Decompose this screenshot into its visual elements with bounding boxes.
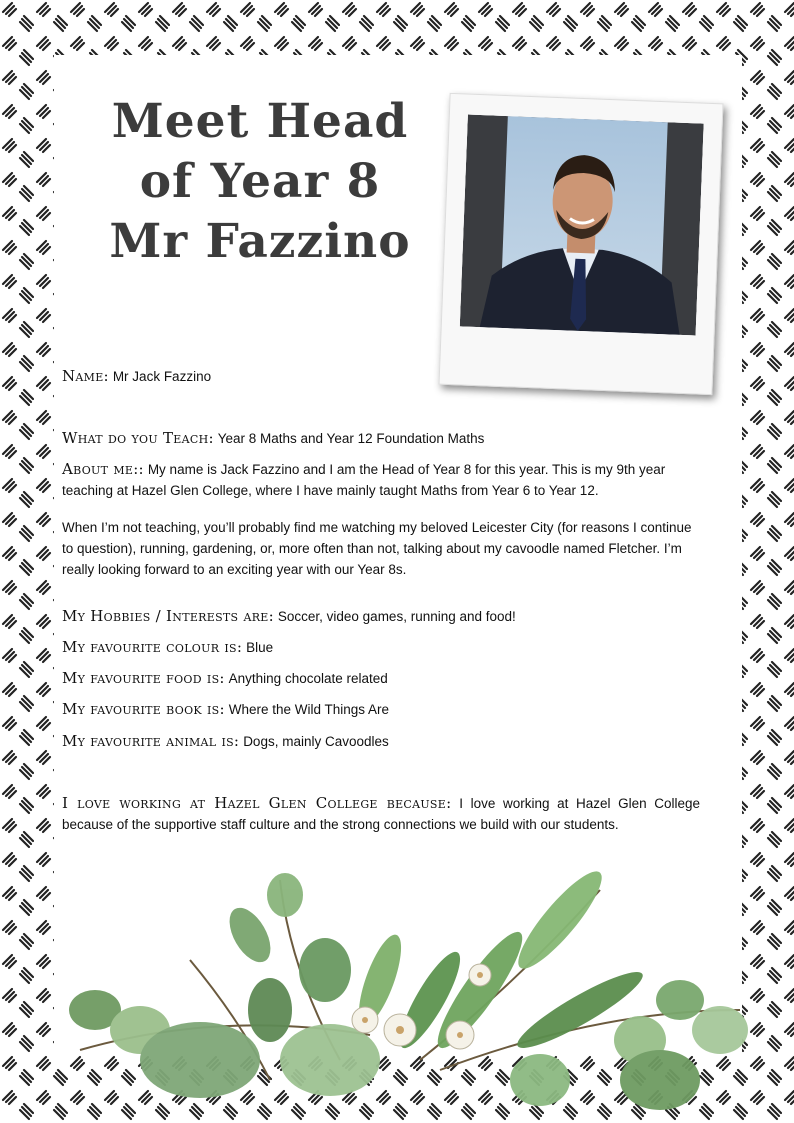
food-field [62, 668, 702, 689]
name-value: Mr Jack Fazzino [112, 369, 212, 384]
page-title [90, 92, 430, 272]
title-line-3: Mr Fazzino [109, 214, 411, 269]
hobbies-value: Soccer, video games, running and food! [277, 609, 516, 624]
about-paragraph-1: My name is Jack Fazzino and I am the Head of Year 8 for this year. This is my 9th year teaching at Hazel Glen College, where I have mainly taught Maths from Year 6 to Year 12. [62, 462, 666, 498]
hobbies-label: My Hobbies / Interests are: [62, 607, 274, 625]
book-field [62, 699, 702, 720]
hobbies-field [62, 606, 702, 627]
teach-label: What do you Teach: [62, 429, 214, 447]
love-value: I love working at Hazel Glen College because of the supportive staff culture and the strong connections we build with our students. [62, 796, 701, 832]
book-label: My favourite book is: [62, 700, 225, 718]
food-label: My favourite food is: [62, 669, 225, 687]
colour-value: Blue [246, 640, 274, 655]
eucalyptus-leaves-decoration [40, 860, 760, 1123]
food-value: Anything chocolate related [228, 671, 388, 686]
animal-label: My favourite animal is: [62, 732, 240, 750]
title-line-1: Meet Head [111, 94, 409, 149]
love-label: I love working at Hazel Glen College because: [62, 794, 452, 812]
name-label: Name: [62, 367, 109, 385]
polaroid-frame [438, 93, 723, 395]
teach-field [62, 428, 702, 449]
colour-label: My favourite colour is: [62, 638, 243, 656]
title-line-2: of Year 8 [139, 154, 381, 209]
about-field [62, 459, 702, 580]
animal-field [62, 731, 702, 752]
about-label: About me:: [62, 460, 144, 478]
love-field [62, 793, 700, 835]
book-value: Where the Wild Things Are [228, 702, 390, 717]
teach-value: Year 8 Maths and Year 12 Foundation Maths [217, 431, 485, 446]
name-field [62, 366, 702, 387]
about-paragraph-2: When I’m not teaching, you’ll probably find me watching my beloved Leicester City (for reasons I continue to question), running, gardening, or, more often than not, talking about my cavoodle named Fletcher. I’m really looking forward to an exciting year with our Year 8s. [62, 520, 692, 577]
animal-value: Dogs, mainly Cavoodles [243, 734, 389, 749]
portrait-photo [460, 115, 704, 336]
colour-field [62, 637, 702, 658]
